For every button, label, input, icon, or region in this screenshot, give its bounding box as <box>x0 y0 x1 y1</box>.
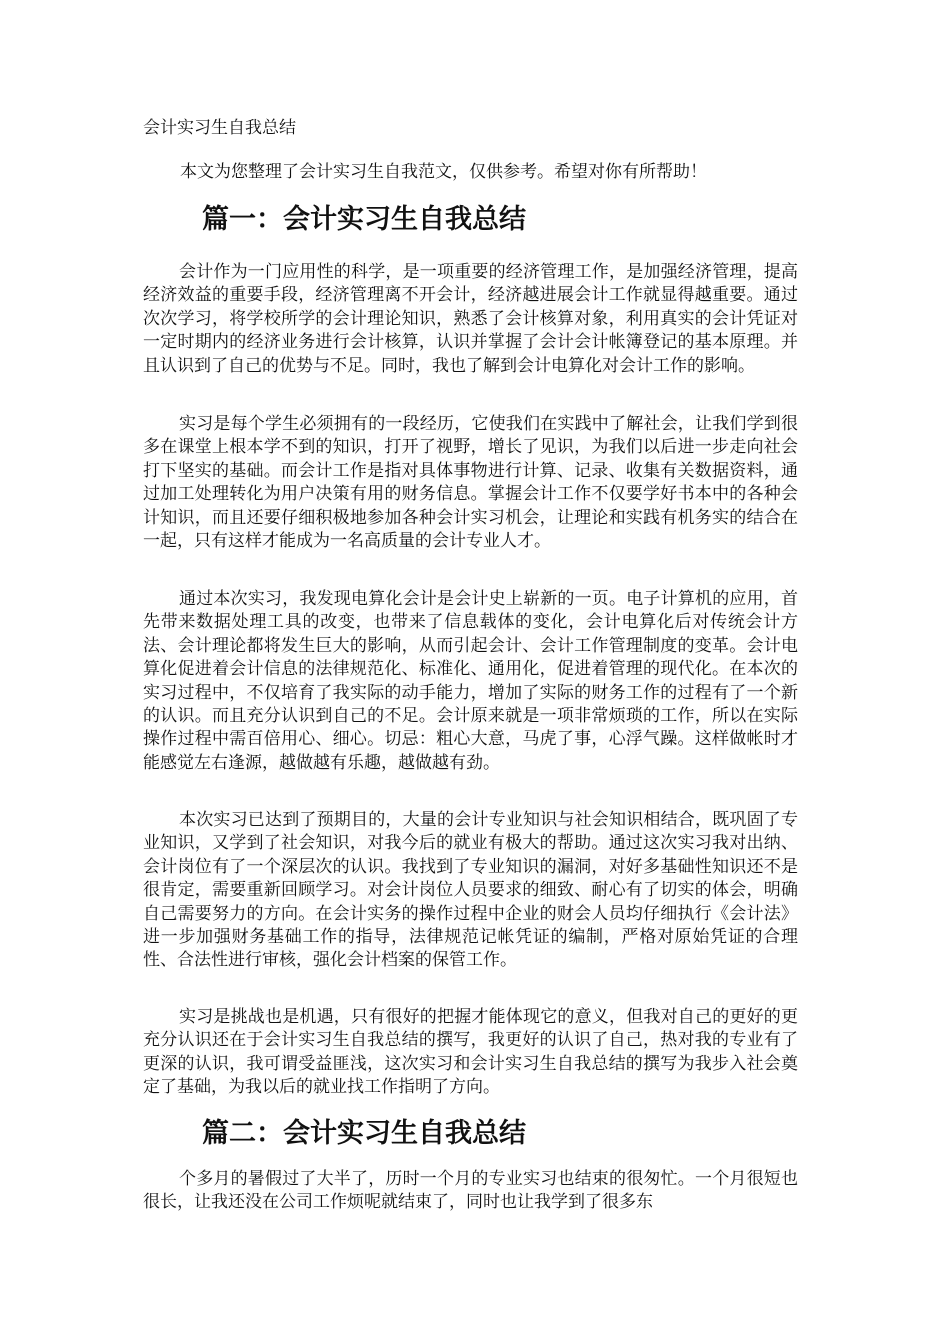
document-title: 会计实习生自我总结 <box>143 118 296 138</box>
section-2-heading: 篇二：会计实习生自我总结 <box>202 1118 526 1149</box>
section-1-paragraph-1: 会计作为一门应用性的科学，是一项重要的经济管理工作，是加强经济管理，提高经济效益的重要手段，经济管理离不开会计，经济越进展会计工作就显得越重要。通过次次学习，将学校所学的会计理论知识，熟悉了会计核算对象，利用真实的会计凭证对一定时期内的经济业务进行会计核算，认识并掌握了会计会计帐簿登记的基本原理。并且认识到了自己的优势与不足。同时，我也了解到会计电算化对会计工作的影响。 <box>143 262 798 376</box>
section-1-paragraph-5: 实习是挑战也是机遇，只有很好的把握才能体现它的意义，但我对自己的更好的更充分认识还在于会计实习生自我总结的撰写，我更好的认识了自己，热对我的专业有了更深的认识，我可谓受益匪浅，这次实习和会计实习生自我总结的撰写为我步入社会奠定了基础，为我以后的就业找工作指明了方向。 <box>143 1007 798 1098</box>
section-1-paragraph-3: 通过本次实习，我发现电算化会计是会计史上崭新的一页。电子计算机的应用，首先带来数据处理工具的改变，也带来了信息载体的变化，会计电算化后对传统会计方法、会计理论都将发生巨大的影响，从而引起会计、会计工作管理制度的变革。会计电算化促进着会计信息的法律规范化、标准化、通用化，促进着管理的现代化。在本次的实习过程中，不仅培育了我实际的动手能力，增加了实际的财务工作的过程有了一个新的认识。而且充分认识到自己的不足。会计原来就是一项非常烦琐的工作，所以在实际操作过程中需百倍用心、细心。切忌：粗心大意，马虎了事，心浮气躁。这样做帐时才能感觉左右逢源，越做越有乐趣，越做越有劲。 <box>143 589 798 773</box>
intro-line: 本文为您整理了会计实习生自我范文，仅供参考。希望对你有所帮助！ <box>180 162 707 182</box>
section-1-paragraph-2: 实习是每个学生必须拥有的一段经历，它使我们在实践中了解社会，让我们学到很多在课堂上根本学不到的知识，打开了视野，增长了见识，为我们以后进一步走向社会打下坚实的基础。而会计工作是指对具体事物进行计算、记录、收集有关数据资料，通过加工处理转化为用户决策有用的财务信息。掌握会计工作不仅要学好书本中的各种会计知识，而且还要仔细积极地参加各种会计实习机会，让理论和实践有机务实的结合在一起，只有这样才能成为一名高质量的会计专业人才。 <box>143 414 798 552</box>
section-2-paragraph-1: 个多月的暑假过了大半了，历时一个月的专业实习也结束的很匆忙。一个月很短也很长，让我还没在公司工作烦呢就结束了，同时也让我学到了很多东 <box>143 1169 798 1213</box>
section-1-heading: 篇一：会计实习生自我总结 <box>202 204 526 235</box>
section-1-paragraph-4: 本次实习已达到了预期目的，大量的会计专业知识与社会知识相结合，既巩固了专业知识，又学到了社会知识，对我今后的就业有极大的帮助。通过这次实习我对出纳、会计岗位有了一个深层次的认识。我找到了专业知识的漏洞，对好多基础性知识还不是很肯定，需要重新回顾学习。对会计岗位人员要求的细致、耐心有了切实的体会，明确自己需要努力的方向。在会计实务的操作过程中企业的财会人员均仔细执行《会计法》进一步加强财务基础工作的指导，法律规范记帐凭证的编制，严格对原始凭证的合理性、合法性进行审核，强化会计档案的保管工作。 <box>143 810 798 971</box>
